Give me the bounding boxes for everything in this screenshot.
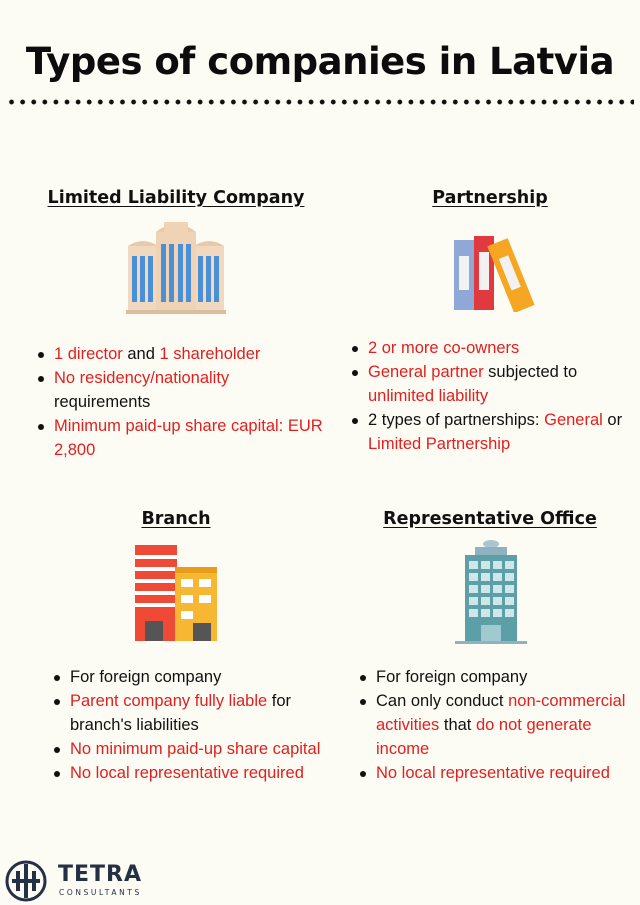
highlight-text: No local representative required <box>70 764 304 782</box>
tetra-logo-icon <box>4 858 54 904</box>
section-heading: Representative Office <box>383 509 597 529</box>
bullet-list <box>340 665 640 785</box>
bullet-item <box>48 689 326 737</box>
bullet-item <box>48 665 326 689</box>
body-text: For foreign company <box>376 668 528 686</box>
highlight-text: General <box>544 411 603 429</box>
highlight-text: 2 or more co-owners <box>368 339 520 357</box>
body-text: subjected to <box>483 363 578 381</box>
body-text: for branch's liabilities <box>70 692 292 734</box>
body-text: For foreign company <box>70 668 222 686</box>
bullet-list <box>340 336 640 456</box>
bullet-item <box>32 342 326 366</box>
section-partnership <box>340 188 640 456</box>
tower-building-icon <box>445 539 535 645</box>
bullet-item <box>48 737 326 761</box>
bullet-item <box>354 689 640 761</box>
bullet-item <box>48 761 326 785</box>
bullet-item <box>354 665 640 689</box>
highlight-text: General partner <box>368 363 484 381</box>
highlight-text: Minimum paid-up share capital: EUR 2,800 <box>54 417 323 459</box>
body-text: 2 types of partnerships: <box>368 411 545 429</box>
bullet-item <box>354 761 640 785</box>
section-heading: Limited Liability Company <box>47 188 305 208</box>
bullet-list <box>26 665 326 785</box>
dotted-divider <box>6 98 634 106</box>
section-representative-office <box>340 509 640 785</box>
highlight-text: No minimum paid-up share capital <box>70 740 321 758</box>
highlight-text: non-commercial activities <box>376 692 626 734</box>
body-text: or <box>602 411 623 429</box>
highlight-text: 1 director <box>54 345 123 363</box>
highlight-text: No local representative required <box>376 764 610 782</box>
body-text: Can only conduct <box>376 692 509 710</box>
bullet-item <box>346 408 640 456</box>
body-text: requirements <box>54 393 151 411</box>
highlight-text: do not generate income <box>376 716 592 758</box>
highlight-text: Limited Partnership <box>368 435 511 453</box>
body-text: that <box>439 716 476 734</box>
section-branch <box>26 509 326 785</box>
highlight-text: unlimited liability <box>368 387 489 405</box>
bullet-list <box>26 342 326 462</box>
bullet-item <box>32 414 326 462</box>
binders-icon <box>440 236 540 312</box>
logo-subtitle: CONSULTANTS <box>59 888 142 897</box>
bullet-item <box>346 336 640 360</box>
section-heading: Branch <box>141 509 211 529</box>
office-building-icon <box>126 222 226 314</box>
highlight-text: No residency/nationality <box>54 369 230 387</box>
section-heading: Partnership <box>432 188 548 208</box>
body-text: and <box>122 345 160 363</box>
page-title: Types of companies in Latvia <box>25 40 615 83</box>
highlight-text: 1 shareholder <box>159 345 261 363</box>
branch-buildings-icon <box>131 543 221 643</box>
logo-name: TETRA <box>58 862 143 887</box>
bullet-item <box>32 366 326 414</box>
highlight-text: Parent company fully liable <box>70 692 268 710</box>
bullet-item <box>346 360 640 408</box>
section-llc <box>26 188 326 462</box>
